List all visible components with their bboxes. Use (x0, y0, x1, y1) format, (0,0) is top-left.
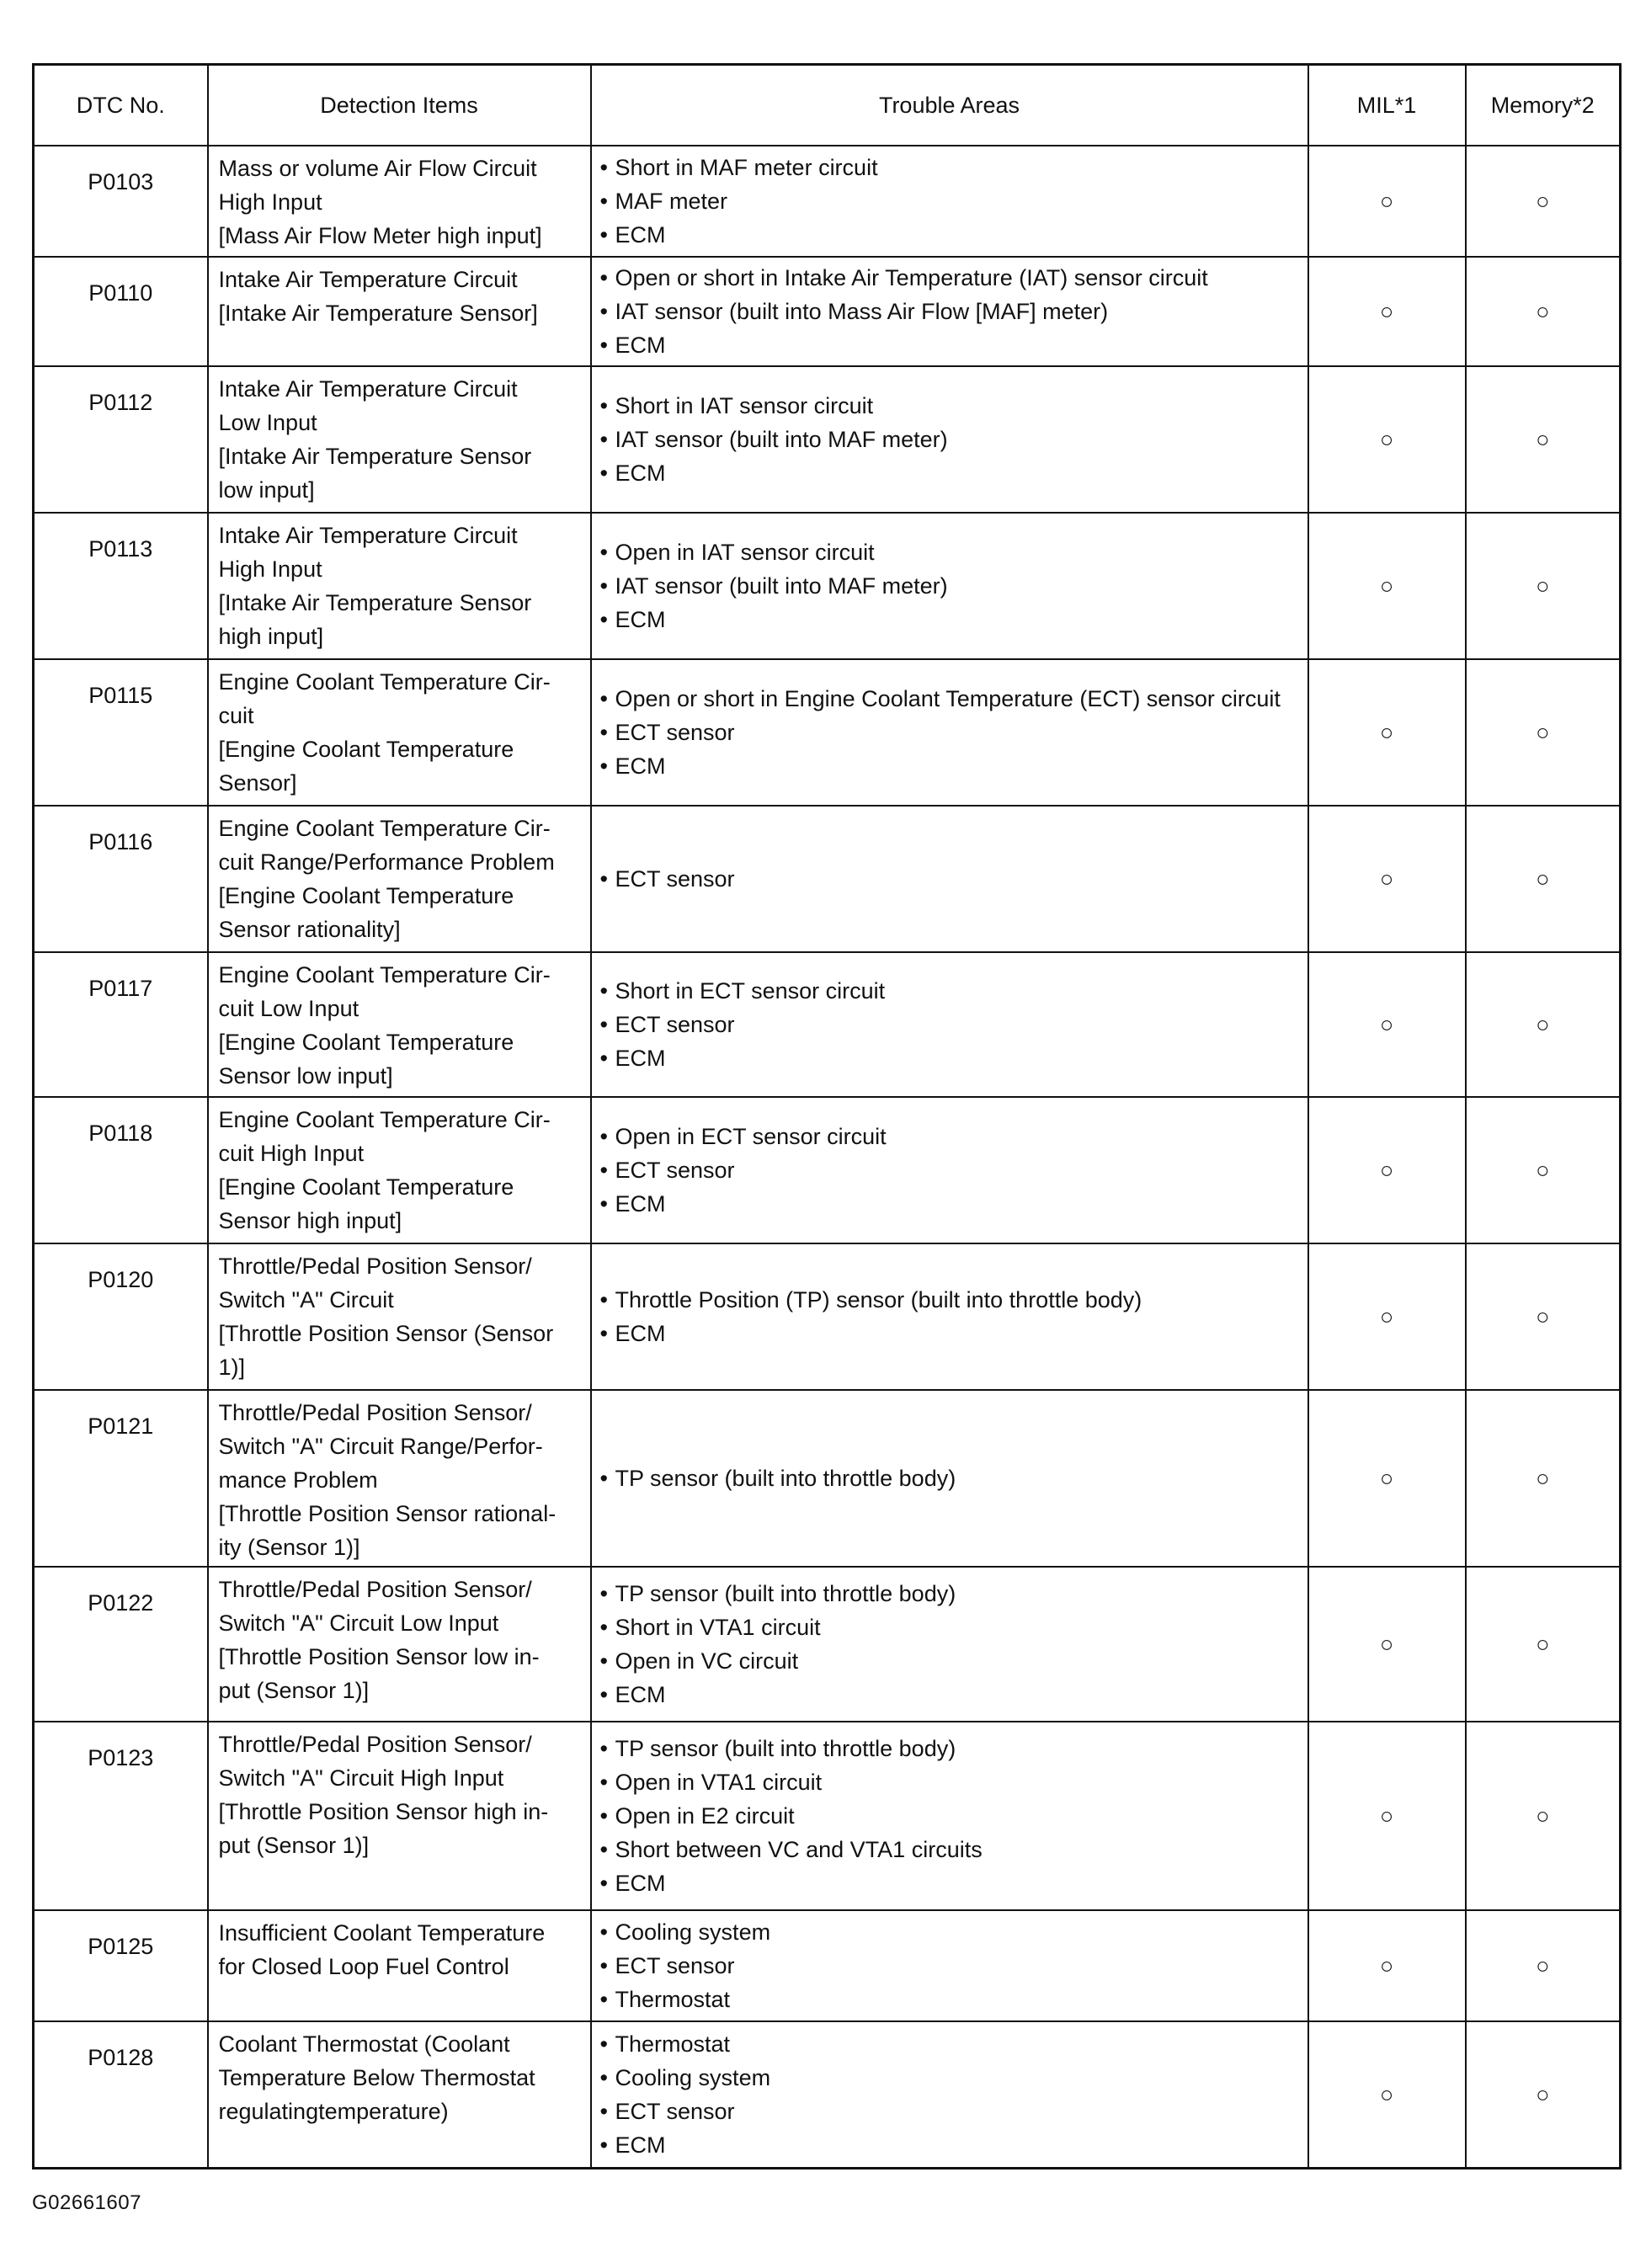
trouble-areas-list (600, 682, 1299, 783)
trouble-areas-list (600, 389, 1299, 490)
detection-line: High Input (218, 556, 322, 582)
detection-line: high input] (218, 624, 324, 649)
mil-indicator: ○ (1308, 1910, 1466, 2021)
table-row (34, 146, 1621, 257)
trouble-area-item: • ECM (600, 1678, 1299, 1712)
trouble-areas (591, 1910, 1308, 2021)
memory-indicator: ○ (1466, 1097, 1621, 1243)
table-row (34, 1243, 1621, 1390)
trouble-areas-list (600, 1915, 1299, 2016)
trouble-area-item: • Open in ECT sensor circuit (600, 1120, 1299, 1153)
detection-item (208, 1567, 591, 1722)
trouble-area-item: • Short in VTA1 circuit (600, 1610, 1299, 1644)
table-row (34, 659, 1621, 806)
detection-line: Engine Coolant Temperature Cir- (218, 1107, 551, 1132)
mil-indicator: ○ (1308, 2021, 1466, 2168)
trouble-area-item: • Cooling system (600, 2061, 1299, 2095)
trouble-area-item: • Open or short in Intake Air Temperature (IAT) sensor circuit (600, 261, 1299, 295)
table-row (34, 1390, 1621, 1567)
mil-indicator: ○ (1308, 806, 1466, 952)
trouble-areas (591, 806, 1308, 952)
detection-line: Sensor rationality] (218, 917, 401, 942)
mil-indicator: ○ (1308, 1097, 1466, 1243)
trouble-area-item: • ECM (600, 1187, 1299, 1221)
detection-line: Engine Coolant Temperature Cir- (218, 816, 551, 841)
trouble-areas (591, 1722, 1308, 1910)
dtc-code: P0116 (34, 806, 208, 952)
dtc-code: P0103 (34, 146, 208, 257)
trouble-areas-list (600, 1283, 1299, 1350)
trouble-areas-list (600, 1732, 1299, 1900)
detection-line: Throttle/Pedal Position Sensor/ (218, 1400, 532, 1425)
detection-line: Sensor low input] (218, 1063, 393, 1089)
dtc-code: P0123 (34, 1722, 208, 1910)
trouble-area-item: • Thermostat (600, 1983, 1299, 2016)
memory-indicator: ○ (1466, 366, 1621, 513)
dtc-code: P0117 (34, 952, 208, 1097)
trouble-areas-list (600, 1120, 1299, 1221)
trouble-area-item: • ECM (600, 2128, 1299, 2162)
dtc-code: P0113 (34, 513, 208, 659)
header-detection-items: Detection Items (208, 65, 591, 146)
trouble-area-item: • ECT sensor (600, 1008, 1299, 1041)
detection-item (208, 146, 591, 257)
detection-line: [Intake Air Temperature Sensor (218, 590, 532, 615)
detection-line: Switch "A" Circuit High Input (218, 1765, 504, 1791)
trouble-area-item: • IAT sensor (built into MAF meter) (600, 569, 1299, 603)
detection-line: Throttle/Pedal Position Sensor/ (218, 1254, 532, 1279)
trouble-areas (591, 513, 1308, 659)
memory-indicator: ○ (1466, 257, 1621, 366)
detection-line: mance Problem (218, 1467, 378, 1493)
detection-item (208, 659, 591, 806)
detection-item (208, 257, 591, 366)
detection-line: [Engine Coolant Temperature (218, 1174, 514, 1200)
detection-item (208, 1097, 591, 1243)
detection-line: cuit Low Input (218, 996, 359, 1021)
mil-indicator: ○ (1308, 513, 1466, 659)
memory-indicator: ○ (1466, 1243, 1621, 1390)
detection-line: low input] (218, 477, 315, 503)
table-row (34, 2021, 1621, 2168)
detection-line: Switch "A" Circuit (218, 1287, 394, 1312)
dtc-code: P0115 (34, 659, 208, 806)
detection-line: High Input (218, 189, 322, 215)
mil-indicator: ○ (1308, 1390, 1466, 1567)
trouble-areas-list (600, 2027, 1299, 2162)
trouble-area-item: • Open or short in Engine Coolant Temperature (ECT) sensor circuit (600, 682, 1299, 716)
dtc-code: P0118 (34, 1097, 208, 1243)
detection-line: cuit Range/Performance Problem (218, 849, 555, 875)
trouble-area-item: • TP sensor (built into throttle body) (600, 1732, 1299, 1765)
trouble-area-item: • Open in IAT sensor circuit (600, 535, 1299, 569)
detection-line: Throttle/Pedal Position Sensor/ (218, 1732, 532, 1757)
trouble-area-item: • Open in VC circuit (600, 1644, 1299, 1678)
detection-item (208, 513, 591, 659)
trouble-area-item: • ECT sensor (600, 1153, 1299, 1187)
dtc-code: P0120 (34, 1243, 208, 1390)
memory-indicator: ○ (1466, 952, 1621, 1097)
table-row (34, 513, 1621, 659)
detection-line: Intake Air Temperature Circuit (218, 376, 518, 402)
trouble-area-item: • ECT sensor (600, 716, 1299, 749)
trouble-area-item: • ECM (600, 1317, 1299, 1350)
mil-indicator: ○ (1308, 1722, 1466, 1910)
detection-line: Temperature Below Thermostat (218, 2065, 535, 2090)
mil-indicator: ○ (1308, 1243, 1466, 1390)
trouble-area-item: • ECM (600, 328, 1299, 362)
trouble-area-item: • Thermostat (600, 2027, 1299, 2061)
detection-line: Intake Air Temperature Circuit (218, 523, 518, 548)
dtc-table (32, 63, 1622, 2170)
trouble-area-item: • Open in E2 circuit (600, 1799, 1299, 1833)
table-row (34, 1722, 1621, 1910)
memory-indicator: ○ (1466, 659, 1621, 806)
trouble-areas (591, 1097, 1308, 1243)
detection-line: Insufficient Coolant Temperature (218, 1920, 546, 1946)
detection-item (208, 1243, 591, 1390)
trouble-areas (591, 366, 1308, 513)
detection-line: Coolant Thermostat (Coolant (218, 2031, 510, 2057)
memory-indicator: ○ (1466, 1567, 1621, 1722)
trouble-area-item: • ECM (600, 749, 1299, 783)
trouble-areas (591, 146, 1308, 257)
trouble-area-item: • IAT sensor (built into MAF meter) (600, 423, 1299, 456)
table-row (34, 1097, 1621, 1243)
detection-line: [Engine Coolant Temperature (218, 883, 514, 908)
memory-indicator: ○ (1466, 2021, 1621, 2168)
trouble-area-item: • ECM (600, 1866, 1299, 1900)
trouble-area-item: • Short in IAT sensor circuit (600, 389, 1299, 423)
detection-line: Engine Coolant Temperature Cir- (218, 669, 551, 695)
table-row (34, 366, 1621, 513)
trouble-area-item: • MAF meter (600, 184, 1299, 218)
detection-line: [Throttle Position Sensor low in- (218, 1644, 540, 1669)
trouble-areas-list (600, 974, 1299, 1075)
detection-line: [Throttle Position Sensor rational- (218, 1501, 557, 1526)
trouble-area-item: • Throttle Position (TP) sensor (built into throttle body) (600, 1283, 1299, 1317)
header-row (34, 65, 1621, 146)
trouble-area-item: • ECT sensor (600, 1949, 1299, 1983)
detection-line: regulatingtemperature) (218, 2099, 449, 2124)
memory-indicator: ○ (1466, 146, 1621, 257)
trouble-areas (591, 659, 1308, 806)
trouble-areas-list (600, 1577, 1299, 1712)
mil-indicator: ○ (1308, 146, 1466, 257)
detection-item (208, 2021, 591, 2168)
trouble-area-item: • TP sensor (built into throttle body) (600, 1577, 1299, 1610)
detection-line: Switch "A" Circuit Low Input (218, 1610, 499, 1636)
detection-line: [Throttle Position Sensor high in- (218, 1799, 549, 1824)
trouble-areas-list (600, 862, 1299, 896)
detection-line: Low Input (218, 410, 317, 435)
dtc-code: P0125 (34, 1910, 208, 2021)
memory-indicator: ○ (1466, 513, 1621, 659)
detection-line: put (Sensor 1)] (218, 1678, 370, 1703)
trouble-area-item: • ECM (600, 603, 1299, 636)
detection-line: Switch "A" Circuit Range/Perfor- (218, 1434, 543, 1459)
mil-indicator: ○ (1308, 1567, 1466, 1722)
trouble-area-item: • Short in MAF meter circuit (600, 151, 1299, 184)
detection-line: [Intake Air Temperature Sensor] (218, 301, 538, 326)
detection-line: for Closed Loop Fuel Control (218, 1954, 509, 1979)
table-body (34, 146, 1621, 2168)
trouble-area-item: • ECT sensor (600, 862, 1299, 896)
detection-line: 1)] (218, 1355, 246, 1380)
trouble-areas (591, 1567, 1308, 1722)
trouble-areas-list (600, 535, 1299, 636)
trouble-area-item: • ECM (600, 456, 1299, 490)
detection-line: Throttle/Pedal Position Sensor/ (218, 1577, 532, 1602)
trouble-areas-list (600, 151, 1299, 252)
trouble-area-item: • Open in VTA1 circuit (600, 1765, 1299, 1799)
detection-item (208, 952, 591, 1097)
header-mil: MIL*1 (1308, 65, 1466, 146)
dtc-code: P0122 (34, 1567, 208, 1722)
detection-item (208, 1390, 591, 1567)
detection-line: put (Sensor 1)] (218, 1833, 370, 1858)
memory-indicator: ○ (1466, 806, 1621, 952)
table-row (34, 952, 1621, 1097)
table-row (34, 1567, 1621, 1722)
dtc-code: P0121 (34, 1390, 208, 1567)
dtc-code: P0110 (34, 257, 208, 366)
mil-indicator: ○ (1308, 659, 1466, 806)
detection-item (208, 1910, 591, 2021)
detection-item (208, 806, 591, 952)
detection-line: [Engine Coolant Temperature (218, 737, 514, 762)
memory-indicator: ○ (1466, 1910, 1621, 2021)
mil-indicator: ○ (1308, 366, 1466, 513)
detection-line: [Engine Coolant Temperature (218, 1030, 514, 1055)
trouble-area-item: • ECM (600, 1041, 1299, 1075)
detection-line: ity (Sensor 1)] (218, 1535, 360, 1560)
dtc-code: P0112 (34, 366, 208, 513)
trouble-areas (591, 952, 1308, 1097)
trouble-area-item: • Cooling system (600, 1915, 1299, 1949)
dtc-code: P0128 (34, 2021, 208, 2168)
mil-indicator: ○ (1308, 952, 1466, 1097)
trouble-areas (591, 257, 1308, 366)
trouble-area-item: • Short between VC and VTA1 circuits (600, 1833, 1299, 1866)
trouble-areas-list (600, 261, 1299, 362)
table-row (34, 806, 1621, 952)
detection-line: Sensor] (218, 770, 297, 796)
detection-line: Sensor high input] (218, 1208, 402, 1233)
table-row (34, 257, 1621, 366)
detection-line: [Throttle Position Sensor (Sensor (218, 1321, 554, 1346)
trouble-area-item: • ECM (600, 218, 1299, 252)
detection-line: [Mass Air Flow Meter high input] (218, 223, 542, 248)
trouble-area-item: • IAT sensor (built into Mass Air Flow [MAF] meter) (600, 295, 1299, 328)
detection-item (208, 366, 591, 513)
detection-line: Engine Coolant Temperature Cir- (218, 962, 551, 988)
detection-line: Intake Air Temperature Circuit (218, 267, 518, 292)
memory-indicator: ○ (1466, 1390, 1621, 1567)
detection-item (208, 1722, 591, 1910)
table-row (34, 1910, 1621, 2021)
header-memory: Memory*2 (1466, 65, 1621, 146)
trouble-area-item: • Short in ECT sensor circuit (600, 974, 1299, 1008)
header-trouble-areas: Trouble Areas (591, 65, 1308, 146)
trouble-areas (591, 1243, 1308, 1390)
detection-line: cuit (218, 703, 254, 728)
trouble-area-item: • ECT sensor (600, 2095, 1299, 2128)
mil-indicator: ○ (1308, 257, 1466, 366)
detection-line: [Intake Air Temperature Sensor (218, 444, 532, 469)
trouble-areas (591, 2021, 1308, 2168)
detection-line: cuit High Input (218, 1141, 365, 1166)
figure-id: G02661607 (32, 2191, 141, 2214)
memory-indicator: ○ (1466, 1722, 1621, 1910)
trouble-areas (591, 1390, 1308, 1567)
detection-line: Mass or volume Air Flow Circuit (218, 156, 537, 181)
trouble-area-item: • TP sensor (built into throttle body) (600, 1461, 1299, 1495)
trouble-areas-list (600, 1461, 1299, 1495)
header-dtc-no: DTC No. (34, 65, 208, 146)
